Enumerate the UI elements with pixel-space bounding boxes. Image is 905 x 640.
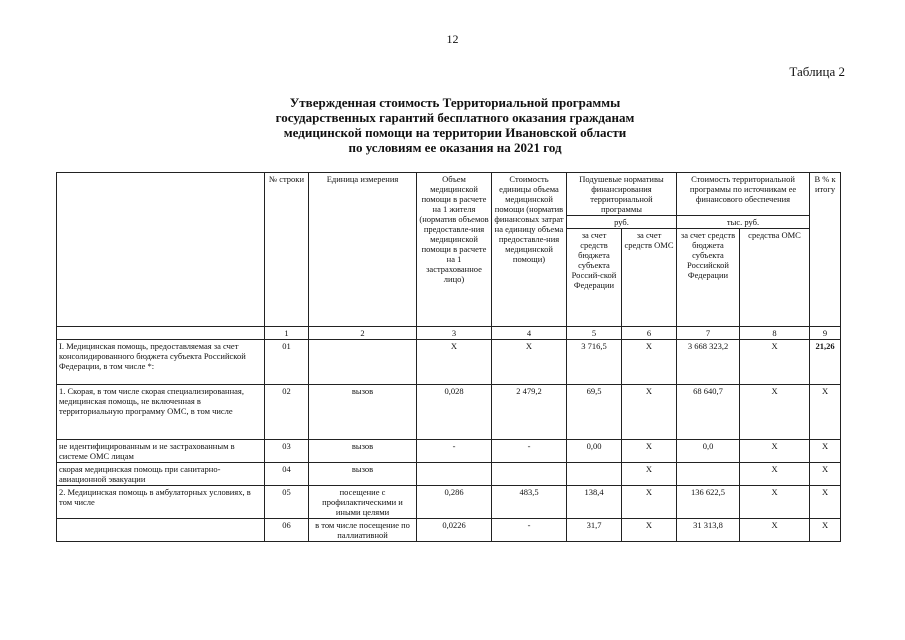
row-percent: 21,26 [810,340,841,385]
row-num: 04 [265,463,309,486]
row-pc-budget [567,463,622,486]
table-row [57,340,841,385]
header-row-num: № строки [265,173,309,327]
table-row [57,463,841,486]
row-pc-oms: X [622,486,677,519]
row-unit: вызов [309,440,417,463]
column-number: 3 [417,327,492,340]
row-prog-oms: X [740,440,810,463]
header-percent: В % к итогу [810,173,841,327]
row-volume: 0,0226 [417,519,492,542]
title-line: по условиям ее оказания на 2021 год [348,140,562,155]
row-volume: 0,028 [417,385,492,440]
row-volume: 0,286 [417,486,492,519]
header-pc-oms: за счет средств ОМС [622,229,677,327]
column-number: 8 [740,327,810,340]
row-name: I. Медицинская помощь, предоставляемая за счет консолидированного бюджета субъекта Российской Федерации, в том числе *: [57,340,265,385]
row-percent: X [810,385,841,440]
row-prog-oms: X [740,340,810,385]
row-name: не идентифицированным и не застрахованным в системе ОМС лицам [57,440,265,463]
header-unit: Единица измерения [309,173,417,327]
row-unit: в том числе посещение по паллиативной [309,519,417,542]
page-number: 12 [446,32,459,46]
row-unit [309,340,417,385]
column-number: 1 [265,327,309,340]
row-cost: 483,5 [492,486,567,519]
row-num: 01 [265,340,309,385]
row-cost: - [492,519,567,542]
header-name-cell [57,173,265,327]
header-program-cost-unit: тыс. руб. [677,216,810,229]
row-cost: 2 479,2 [492,385,567,440]
document-title [210,95,700,155]
column-number: 6 [622,327,677,340]
row-pc-oms: X [622,340,677,385]
row-cost: X [492,340,567,385]
row-percent: X [810,486,841,519]
row-pc-oms: X [622,440,677,463]
row-pc-oms: X [622,519,677,542]
row-name: 2. Медицинская помощь в амбулаторных условиях, в том числе [57,486,265,519]
row-prog-oms: X [740,486,810,519]
cost-table [56,172,841,542]
column-number: 4 [492,327,567,340]
row-unit: вызов [309,385,417,440]
row-pc-budget: 0,00 [567,440,622,463]
row-pc-budget: 138,4 [567,486,622,519]
title-line: государственных гарантий бесплатного оказания гражданам [275,110,635,125]
row-percent: X [810,440,841,463]
column-number: 2 [309,327,417,340]
header-program-cost: Стоимость территориальной программы по источникам ее финансового обеспечения [677,173,810,216]
row-num: 06 [265,519,309,542]
row-num: 05 [265,486,309,519]
table-row [57,440,841,463]
header-cost: Стоимость единицы объема медицинской помощи (норматив финансовых затрат на единицу объема предоставле-ния медицинской помощи) [492,173,567,327]
row-cost: - [492,440,567,463]
title-line: Утвержденная стоимость Территориальной программы [289,95,621,110]
row-prog-budget: 3 668 323,2 [677,340,740,385]
row-pc-budget: 3 716,5 [567,340,622,385]
row-unit: посещение с профилактическими и иными целями [309,486,417,519]
row-pc-oms: X [622,385,677,440]
column-number: 9 [810,327,841,340]
table-label: Таблица 2 [789,64,845,79]
header-prog-budget: за счет средств бюджета субъекта Российской Федерации [677,229,740,327]
header-per-capita-unit: руб. [567,216,677,229]
row-name [57,519,265,542]
row-name: скорая медицинская помощь при санитарно-авиационной эвакуации [57,463,265,486]
header-pc-budget: за счет средств бюджета субъекта Россий-ской Федерации [567,229,622,327]
row-volume: - [417,440,492,463]
row-name: 1. Скорая, в том числе скорая специализированная, медицинская помощь, не включенная в территориальную программу ОМС, в том числе [57,385,265,440]
title-line: медицинской помощи на территории Ивановской области [283,125,627,140]
row-pc-budget: 31,7 [567,519,622,542]
table-row [57,486,841,519]
row-prog-budget: 0,0 [677,440,740,463]
row-unit: вызов [309,463,417,486]
row-prog-oms: X [740,385,810,440]
row-prog-oms: X [740,519,810,542]
row-prog-budget: 136 622,5 [677,486,740,519]
row-percent: X [810,519,841,542]
row-prog-oms: X [740,463,810,486]
header-volume: Объем медицинской помощи в расчете на 1 жителя (норматив объемов предоставле-ния медицинской помощи в расчете на 1 застрахованное лицо) [417,173,492,327]
row-volume [417,463,492,486]
row-cost [492,463,567,486]
column-number: 7 [677,327,740,340]
row-prog-budget: 68 640,7 [677,385,740,440]
row-pc-budget: 69,5 [567,385,622,440]
table-row [57,385,841,440]
header-prog-oms: средства ОМС [740,229,810,327]
row-prog-budget [677,463,740,486]
row-num: 02 [265,385,309,440]
header-per-capita: Подушевые нормативы финансирования территориальной программы [567,173,677,216]
row-num: 03 [265,440,309,463]
row-pc-oms: X [622,463,677,486]
row-percent: X [810,463,841,486]
table-row [57,519,841,542]
column-number: 5 [567,327,622,340]
row-prog-budget: 31 313,8 [677,519,740,542]
row-volume: X [417,340,492,385]
column-number-row [57,327,841,340]
